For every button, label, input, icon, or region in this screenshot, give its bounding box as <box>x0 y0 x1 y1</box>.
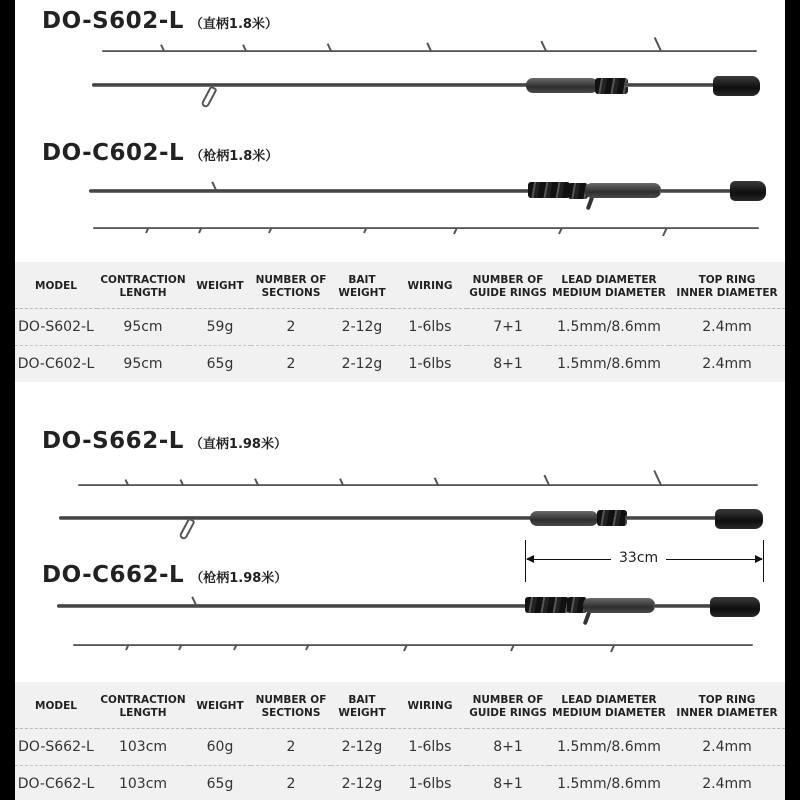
guide-icon <box>198 227 202 233</box>
col-header-wiring: WIRING <box>393 682 467 728</box>
butt-cap <box>715 509 763 529</box>
cell-model: DO-S662-L <box>15 728 97 765</box>
col-header-contraction-length: CONTRACTION LENGTH <box>97 262 189 308</box>
cell-wiring: 1-6lbs <box>408 355 452 372</box>
cell-guide-rings: 8+1 <box>493 775 523 792</box>
model-note: （枪柄1.98米） <box>190 571 288 586</box>
reel-seat <box>528 182 570 198</box>
cell-contraction-length: 103cm <box>97 728 189 765</box>
model-note: （直柄1.98米） <box>189 437 287 452</box>
cell-bait-weight: 2-12g <box>331 728 393 765</box>
cell-guide-rings: 8+1 <box>493 355 523 372</box>
cell-guide-rings: 7+1 <box>467 308 549 345</box>
model-title-c602 <box>42 140 278 166</box>
butt-cap <box>710 597 760 617</box>
model-note: （直柄1.8米） <box>189 17 278 32</box>
cell-weight: 59g <box>189 308 251 345</box>
rod-handle-shaft <box>659 189 735 193</box>
cell-sections: 2 <box>251 308 331 345</box>
guide-icon <box>145 227 149 233</box>
spec-table-1 <box>15 262 785 382</box>
cell-top-ring: 2.4mm <box>669 308 785 345</box>
cell-diameter: 1.5mm/8.6mm <box>557 355 661 372</box>
fore-grip <box>526 78 598 93</box>
cell-top-ring: 2.4mm <box>669 728 785 765</box>
rod-butt-section <box>89 189 549 193</box>
cell-bait-weight: 2-12g <box>331 308 393 345</box>
cell-contraction-length: 95cm <box>97 308 189 345</box>
col-header-guide-rings: NUMBER OF GUIDE RINGS <box>467 682 549 728</box>
reel-seat <box>595 78 628 94</box>
guide-icon <box>233 644 237 650</box>
model-title-c662 <box>42 562 287 588</box>
guide-icon <box>305 644 309 650</box>
cell-model: DO-C662-L <box>17 775 95 792</box>
left-border <box>0 0 15 800</box>
cell-weight: 60g <box>189 728 251 765</box>
cell-weight: 65g <box>206 355 234 372</box>
cell-contraction-length: 103cm <box>118 775 168 792</box>
rear-grip <box>585 183 661 198</box>
table-row <box>15 308 785 345</box>
model-note: （枪柄1.8米） <box>190 149 279 164</box>
model-code: DO-S602-L <box>42 8 184 34</box>
spec-table-2 <box>15 682 785 800</box>
table-row <box>15 728 785 765</box>
model-code: DO-C662-L <box>42 562 185 588</box>
cell-sections: 2 <box>286 355 296 372</box>
model-code: DO-S662-L <box>42 428 184 454</box>
arrow-right-icon <box>755 555 763 563</box>
col-header-sections: NUMBER OF SECTIONS <box>251 682 331 728</box>
col-header-weight: WEIGHT <box>189 262 251 308</box>
col-header-top-ring: TOP RING INNER DIAMETER <box>669 262 785 308</box>
col-header-bait-weight: BAIT WEIGHT <box>331 262 393 308</box>
butt-cap <box>730 181 766 201</box>
dimension-label: 33cm <box>611 550 666 566</box>
cell-bait-weight: 2-12g <box>341 775 383 792</box>
rod-butt-section <box>57 604 537 608</box>
rod-tip-section <box>93 227 759 229</box>
cell-sections: 2 <box>251 728 331 765</box>
rod-butt-section <box>59 516 539 520</box>
rod-tip-section <box>73 644 753 646</box>
guide-icon <box>125 644 129 650</box>
col-header-weight: WEIGHT <box>189 682 251 728</box>
cell-weight: 65g <box>206 775 234 792</box>
rod-handle-shaft <box>625 516 720 520</box>
cell-wiring: 1-6lbs <box>408 775 452 792</box>
cell-model: DO-C602-L <box>17 355 95 372</box>
cell-contraction-length: 95cm <box>123 355 163 372</box>
cell-top-ring: 2.4mm <box>702 355 752 372</box>
product-spec-page <box>15 0 785 800</box>
cell-diameter: 1.5mm/8.6mm <box>549 728 669 765</box>
right-border <box>785 0 800 800</box>
cell-top-ring: 2.4mm <box>702 775 752 792</box>
cell-diameter: 1.5mm/8.6mm <box>549 308 669 345</box>
table-header-row <box>15 682 785 728</box>
butt-cap <box>713 76 760 96</box>
table-row <box>15 345 785 382</box>
model-title-s662 <box>42 428 287 454</box>
col-header-sections: NUMBER OF SECTIONS <box>251 262 331 308</box>
cell-wiring: 1-6lbs <box>393 728 467 765</box>
col-header-model: MODEL <box>15 262 97 308</box>
col-header-bait-weight: BAIT WEIGHT <box>331 682 393 728</box>
col-header-contraction-length: CONTRACTION LENGTH <box>97 682 189 728</box>
reel-seat <box>525 597 569 613</box>
rod-tip-section <box>78 484 758 486</box>
cell-guide-rings: 8+1 <box>467 728 549 765</box>
col-header-guide-rings: NUMBER OF GUIDE RINGS <box>467 262 549 308</box>
cell-diameter: 1.5mm/8.6mm <box>557 775 661 792</box>
guide-icon <box>363 227 367 233</box>
stripper-guide-icon <box>178 517 195 540</box>
col-header-top-ring: TOP RING INNER DIAMETER <box>669 682 785 728</box>
cell-bait-weight: 2-12g <box>341 355 383 372</box>
rear-grip <box>583 598 655 613</box>
model-title-s602 <box>42 8 278 34</box>
table-header-row <box>15 262 785 308</box>
table-row <box>15 765 785 800</box>
guide-icon <box>268 227 272 233</box>
col-header-diameter: LEAD DIAMETER MEDIUM DIAMETER <box>549 262 669 308</box>
arrow-left-icon <box>526 555 534 563</box>
rod-handle-shaft <box>625 83 720 87</box>
dimension-right-tick <box>763 540 764 582</box>
col-header-model: MODEL <box>15 682 97 728</box>
fore-grip <box>530 511 598 526</box>
rod-butt-section <box>92 83 532 87</box>
stripper-guide-icon <box>200 85 217 108</box>
guide-icon <box>178 644 182 650</box>
cell-sections: 2 <box>286 775 296 792</box>
col-header-wiring: WIRING <box>393 262 467 308</box>
cell-wiring: 1-6lbs <box>393 308 467 345</box>
reel-seat <box>597 510 627 526</box>
model-code: DO-C602-L <box>42 140 185 166</box>
col-header-diameter: LEAD DIAMETER MEDIUM DIAMETER <box>549 682 669 728</box>
cell-model: DO-S602-L <box>15 308 97 345</box>
